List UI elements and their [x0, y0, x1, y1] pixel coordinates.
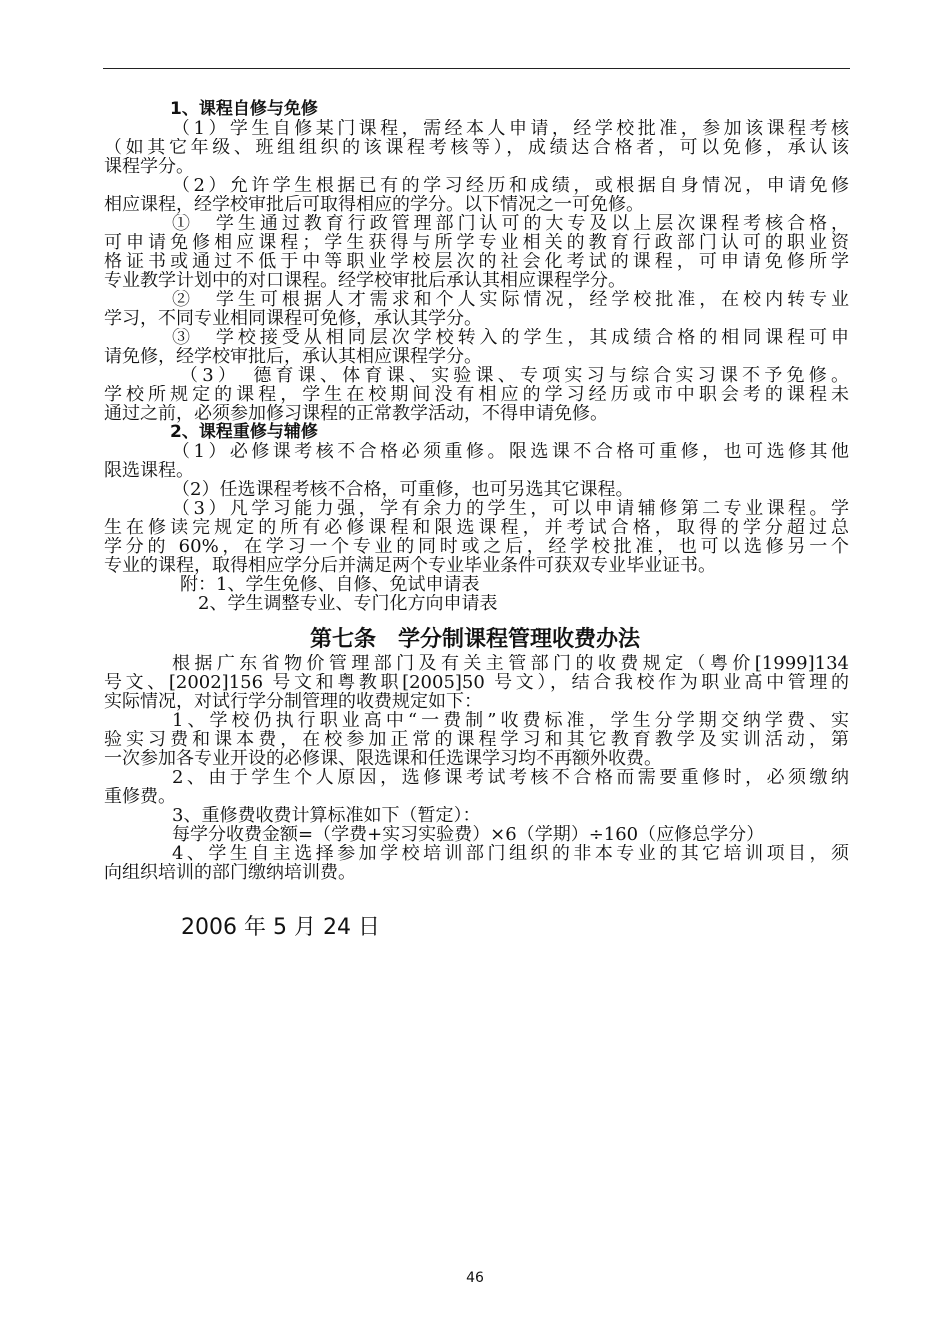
text-line: 重修费。 [104, 787, 176, 806]
text-line: ② 学生可根据人才需求和个人实际情况，经学校批准，在校内转专业 [172, 290, 849, 309]
text-line: （1）学生自修某门课程，需经本人申请，经学校批准，参加该课程考核 [172, 119, 849, 138]
attachment-line: 2、学生调整专业、专门化方向申请表 [198, 594, 498, 613]
document-body [104, 100, 849, 613]
paragraph [104, 768, 849, 806]
paragraph [104, 328, 849, 366]
text-line: 相应课程，经学校审批后可取得相应的学分。以下情况之一可免修。 [104, 195, 644, 214]
section-heading-exemption: 1、课程自修与免修 [170, 99, 318, 119]
text-line: 生在修读完规定的所有必修课程和限选课程，并考试合格，取得的学分超过总 [104, 518, 849, 537]
header-rule [103, 68, 850, 69]
text-line: （3） 德育课、体育课、实验课、专项实习与综合实习课不予免修。 [180, 366, 849, 385]
text-line: ① 学生通过教育行政管理部门认可的大专及以上层次课程考核合格， [172, 214, 849, 233]
text-line: （2）允许学生根据已有的学习经历和成绩，或根据自身情况，申请免修 [172, 176, 849, 195]
paragraph [104, 844, 849, 882]
text-line: 根据广东省物价管理部门及有关主管部门的收费规定（粤价[1999]134 [172, 654, 849, 673]
paragraph [104, 442, 849, 480]
paragraph [104, 711, 849, 768]
text-line: （3）凡学习能力强，学有余力的学生，可以申请辅修第二专业课程。学 [172, 499, 849, 518]
document-date: 2006 年 5 月 24 日 [181, 915, 380, 940]
text-line: （如其它年级、班组组织的该课程考核等），成绩达合格者，可以免修，承认该 [104, 138, 849, 157]
text-line: 格证书或通过不低于中等职业学校层次的社会化考试的课程，可申请免修所学 [104, 252, 849, 271]
attachment-line: 附：1、学生免修、自修、免试申请表 [180, 575, 480, 594]
text-line: 验实习费和课本费，在校参加正常的课程学习和其它教育教学及实训活动，第 [104, 730, 849, 749]
text-line: 学校所规定的课程，学生在校期间没有相应的学习经历或市中职会考的课程未 [104, 385, 849, 404]
text-line: 通过之前，必须参加修习课程的正常教学活动，不得申请免修。 [104, 404, 608, 423]
section-heading-retake: 2、课程重修与辅修 [170, 422, 318, 442]
text-line: 1、学校仍执行职业高中“一费制”收费标准，学生分学期交纳学费、实 [172, 711, 849, 730]
text-line: 4、学生自主选择参加学校培训部门组织的非本专业的其它培训项目，须 [172, 844, 849, 863]
paragraph [104, 214, 849, 290]
article-body [104, 654, 849, 882]
text-line: 号文、[2002]156 号文和粤教职[2005]50 号文），结合我校作为职业高中管理的 [104, 673, 849, 692]
text-line: 专业的课程，取得相应学分后并满足两个专业毕业条件可获双专业毕业证书。 [104, 556, 716, 575]
text-line: （1）必修课考核不合格必须重修。限选课不合格可重修，也可选修其他 [172, 442, 849, 461]
text-line: 向组织培训的部门缴纳培训费。 [104, 863, 356, 882]
text-line: 一次参加各专业开设的必修课、限选课和任选课学习均不再额外收费。 [104, 749, 662, 768]
text-line: 专业教学计划中的对口课程。经学校审批后承认其相应课程学分。 [104, 271, 626, 290]
formula-line: 每学分收费金额=（学费+实习实验费）×6（学期）÷160（应修总学分） [172, 825, 765, 844]
paragraph [104, 119, 849, 176]
paragraph [104, 654, 849, 711]
paragraph [104, 499, 849, 575]
paragraph [104, 480, 849, 499]
text-line: 3、重修费收费计算标准如下（暂定）： [172, 806, 481, 825]
text-line: 实际情况，对试行学分制管理的收费规定如下： [104, 692, 482, 711]
paragraph [104, 366, 849, 423]
text-line: 可申请免修相应课程；学生获得与所学专业相关的教育行政部门认可的职业资 [104, 233, 849, 252]
article-title: 第七条 学分制课程管理收费办法 [309, 626, 640, 652]
text-line: 学分的 60%，在学习一个专业的同时或之后，经学校批准，也可以选修另一个 [104, 537, 849, 556]
text-line: 学习，不同专业相同课程可免修，承认其学分。 [104, 309, 482, 328]
paragraph [104, 176, 849, 214]
text-line: 课程学分。 [104, 157, 194, 176]
text-line: 请免修，经学校审批后，承认其相应课程学分。 [104, 347, 482, 366]
text-line: 限选课程。 [104, 461, 194, 480]
page-number: 46 [466, 1270, 484, 1286]
text-line: （2）任选课程考核不合格，可重修，也可另选其它课程。 [172, 480, 634, 499]
text-line: ③ 学校接受从相同层次学校转入的学生，其成绩合格的相同课程可申 [172, 328, 849, 347]
paragraph [104, 290, 849, 328]
text-line: 2、由于学生个人原因，选修课考试考核不合格而需要重修时，必须缴纳 [172, 768, 849, 787]
